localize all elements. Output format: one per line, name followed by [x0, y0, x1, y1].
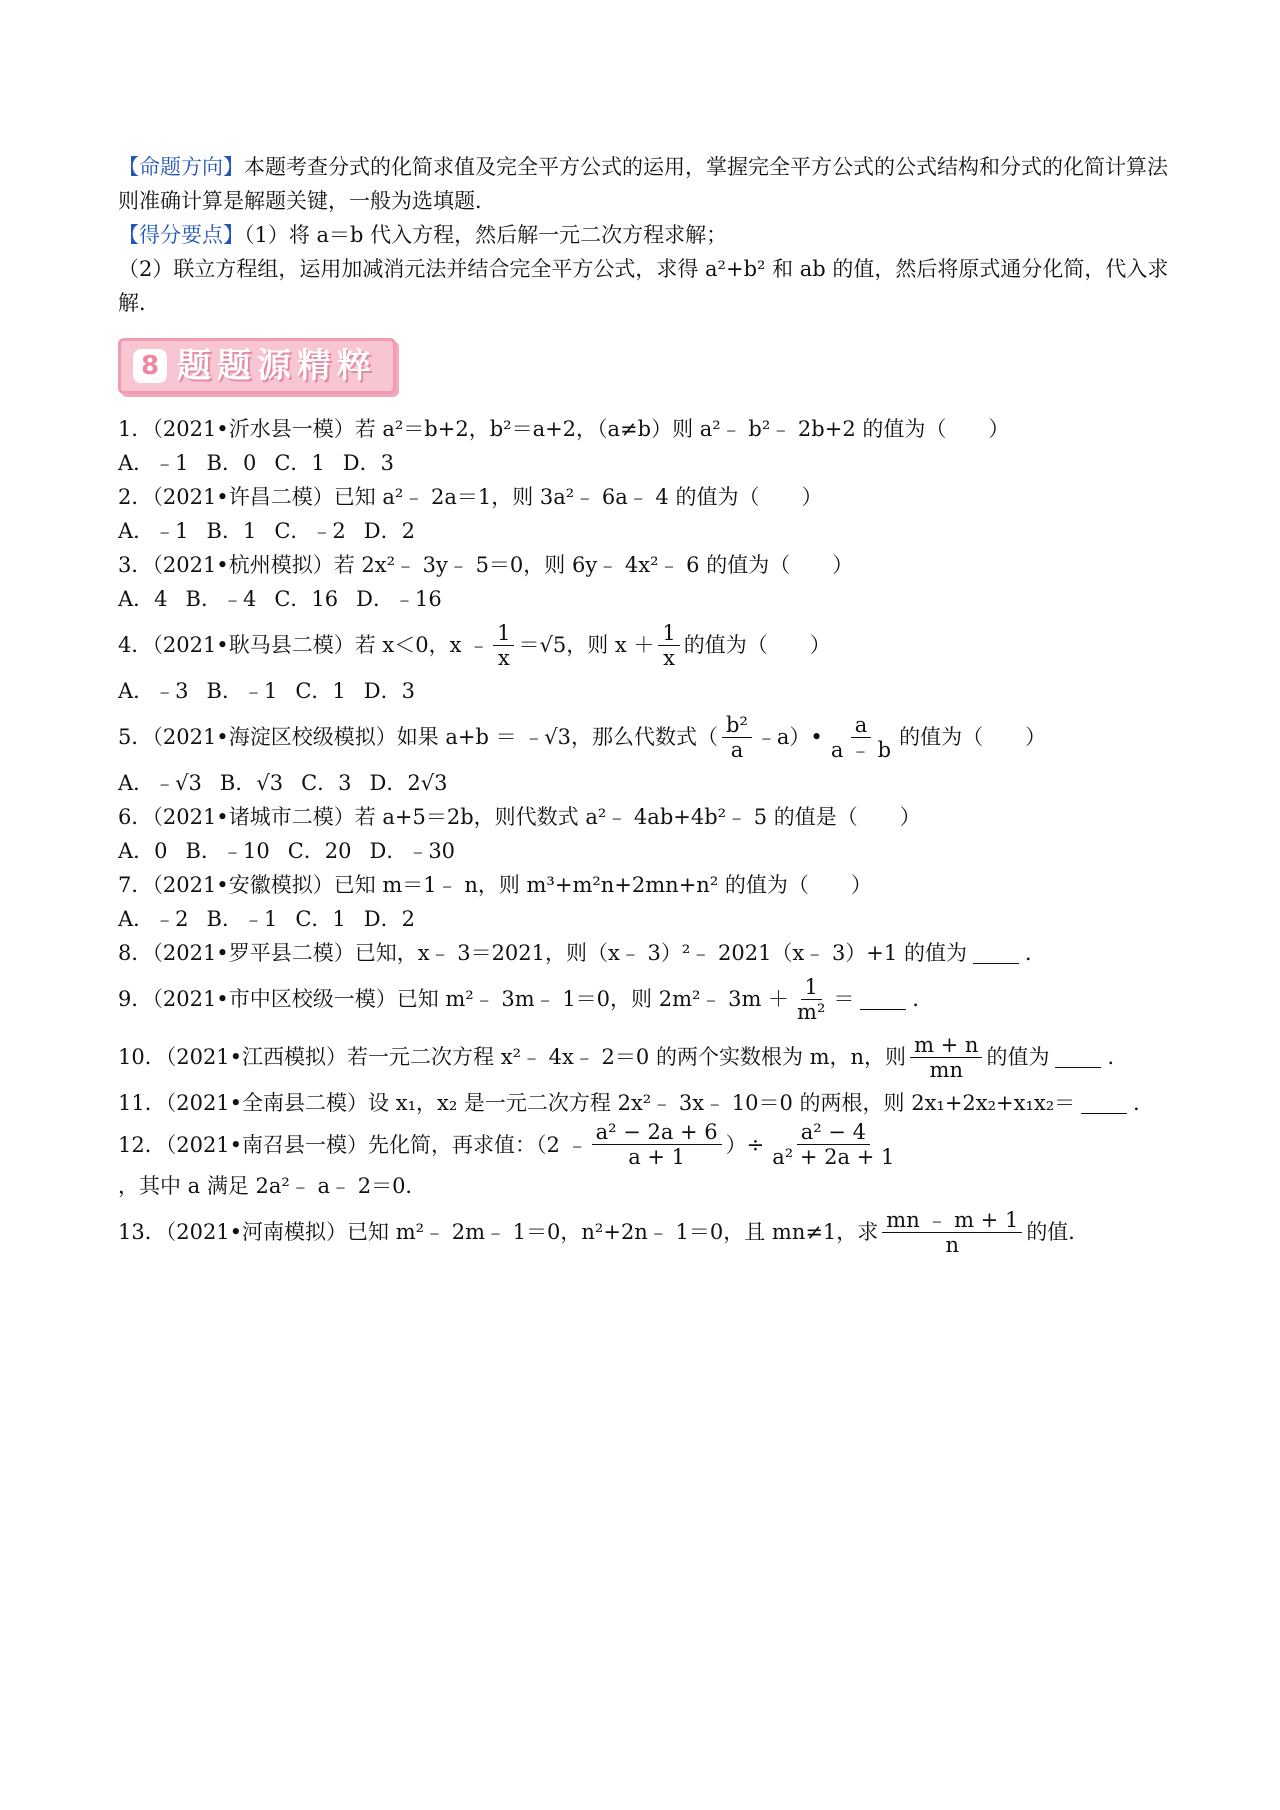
option-a: A．4 — [118, 587, 168, 611]
question-10-stem-c: 的值为 — [986, 1045, 1050, 1069]
fraction — [827, 713, 895, 762]
option-d: D．2√3 — [369, 771, 448, 795]
question-12 — [118, 1120, 1178, 1203]
option-b: B．﹣1 — [206, 679, 278, 703]
question-13-stem-a: 13．（2021•河南模拟）已知 m²﹣ 2m﹣ 1＝0，n²+2n﹣ 1＝0，且 mn≠1，求 — [118, 1220, 879, 1244]
question-1: 1．（2021•沂水县一模）若 a²＝b+2，b²＝a+2，（a≠b）则 a²﹣ b²﹣ 2b+2 的值为（ ） — [118, 417, 1010, 441]
question-1-options — [118, 446, 1178, 480]
question-4-stem-b: ＝√5，则 x ＋ — [518, 633, 655, 657]
fraction-numerator: 1 — [493, 621, 514, 646]
banner-badge-icon: 8 — [133, 349, 167, 383]
option-a: A．﹣1 — [118, 519, 189, 543]
question-4-options — [118, 674, 1178, 708]
option-a: A．﹣√3 — [118, 771, 202, 795]
question-9-stem-a: 9．（2021•市中区校级一模）已知 m²﹣ 3m﹣ 1＝0，则 2m²﹣ 3m ＋ — [118, 987, 790, 1011]
option-c: C．﹣2 — [274, 519, 346, 543]
fraction-denominator: mn — [929, 1057, 963, 1082]
fraction-numerator: 1 — [658, 621, 679, 646]
question-11-stem: 11．（2021•全南县二模）设 x₁，x₂ 是一元二次方程 2x²﹣ 3x﹣ 10＝0 的两根，则 2x₁+2x₂+x₁x₂＝ — [118, 1091, 1076, 1115]
option-c: C．20 — [287, 839, 352, 863]
option-c: C．16 — [274, 587, 339, 611]
option-a: A．﹣2 — [118, 907, 189, 931]
answer-blank[interactable] — [1055, 1047, 1101, 1068]
fraction-numerator: mn ﹣ m + 1 — [882, 1208, 1022, 1233]
option-b: B．﹣10 — [185, 839, 270, 863]
option-c: C．1 — [295, 679, 346, 703]
fraction-denominator: n — [945, 1232, 960, 1257]
question-9-stem-c: ＝ — [833, 987, 855, 1011]
fraction — [768, 1120, 898, 1169]
question-5-stem-a: 5．（2021•海淀区校级模拟）如果 a+b ＝ ﹣√3，那么代数式（ — [118, 725, 719, 749]
points-text-1: （1）将 a＝b 代入方程，然后解一元二次方程求解； — [244, 223, 728, 247]
option-d: D．3 — [363, 679, 415, 703]
period: ． — [912, 987, 934, 1011]
fraction-numerator: a² − 4 — [797, 1120, 870, 1145]
fraction-denominator: a² + 2a + 1 — [772, 1145, 895, 1169]
option-a: A．﹣3 — [118, 679, 189, 703]
question-2-options — [118, 514, 1178, 548]
option-b: B．0 — [206, 451, 257, 475]
fraction — [658, 621, 679, 670]
fraction-denominator: a — [730, 737, 744, 762]
fraction-denominator: a ﹣ b — [830, 737, 892, 762]
section-banner — [118, 338, 396, 394]
option-a: A．﹣1 — [118, 451, 189, 475]
question-6-options — [118, 834, 1178, 868]
direction-text: 本题考查分式的化简求值及完全平方公式的运用，掌握完全平方公式的公式结构和分式的化简计算法则准确计算是解题关键，一般为选填题． — [118, 155, 1168, 213]
direction-paragraph — [118, 150, 1178, 218]
points-paragraph-1 — [118, 218, 1178, 252]
question-13-stem-c: 的值． — [1026, 1220, 1090, 1244]
option-d: D．2 — [363, 519, 415, 543]
fraction — [910, 1033, 982, 1082]
question-3-options — [118, 582, 1178, 616]
period: ． — [1107, 1045, 1129, 1069]
question-12-stem-b: ）÷ — [725, 1132, 765, 1157]
fraction — [793, 975, 829, 1024]
question-3: 3．（2021•杭州模拟）若 2x²﹣ 3y﹣ 5＝0，则 6y﹣ 4x²﹣ 6 的值为（ ） — [118, 553, 854, 577]
question-11 — [118, 1086, 1178, 1120]
period: ． — [1133, 1091, 1155, 1115]
question-4-stem-a: 4．（2021•耿马县二模）若 x＜0，x ﹣ — [118, 633, 490, 657]
question-7: 7．（2021•安徽模拟）已知 m＝1﹣ n，则 m³+m²n+2mn+n² 的值为（ ） — [118, 873, 872, 897]
option-d: D．2 — [363, 907, 415, 931]
answer-blank[interactable] — [1081, 1093, 1127, 1114]
fraction — [722, 713, 752, 762]
answer-blank[interactable] — [860, 989, 906, 1010]
fraction-numerator: 1 — [801, 975, 822, 1000]
question-8-stem: 8．（2021•罗平县二模）已知，x﹣ 3＝2021，则（x﹣ 3）²﹣ 2021（x﹣ 3）+1 的值为 — [118, 941, 967, 965]
fraction — [592, 1120, 722, 1169]
question-5-stem-b: ﹣a）• — [755, 725, 823, 749]
question-7-options — [118, 902, 1178, 936]
question-5-options — [118, 766, 1178, 800]
question-2: 2．（2021•许昌二模）已知 a²﹣ 2a＝1，则 3a²﹣ 6a﹣ 4 的值为（ ） — [118, 485, 823, 509]
document-page — [118, 150, 1178, 1261]
fraction-denominator: x — [497, 645, 510, 670]
question-9 — [118, 970, 1178, 1028]
points-label: 【得分要点】 — [118, 223, 244, 247]
fraction-numerator: b² — [722, 713, 752, 738]
period: ． — [1024, 941, 1046, 965]
question-13 — [118, 1203, 1178, 1261]
fraction-denominator: a + 1 — [628, 1145, 686, 1169]
answer-blank[interactable] — [973, 943, 1019, 964]
banner-title: 题题源精粹 — [177, 346, 377, 386]
question-5-stem-c: 的值为（ ） — [899, 725, 1047, 749]
option-b: B．√3 — [219, 771, 284, 795]
question-6: 6．（2021•诸城市二模）若 a+5＝2b，则代数式 a²﹣ 4ab+4b²﹣ 5 的值是（ ） — [118, 805, 921, 829]
option-b: B．﹣1 — [206, 907, 278, 931]
direction-label: 【命题方向】 — [118, 155, 244, 179]
option-d: D．﹣30 — [369, 839, 456, 863]
question-8 — [118, 936, 1178, 970]
option-c: C．1 — [274, 451, 325, 475]
question-5 — [118, 708, 1178, 766]
question-10 — [118, 1028, 1178, 1086]
question-10-stem-a: 10．（2021•江西模拟）若一元二次方程 x²﹣ 4x﹣ 2＝0 的两个实数根为 m，n，则 — [118, 1045, 907, 1069]
fraction-denominator: x — [663, 645, 676, 670]
points-paragraph-2: （2）联立方程组，运用加减消元法并结合完全平方公式，求得 a²+b² 和 ab 的值，然后将原式通分化简，代入求解． — [118, 257, 1169, 315]
question-4 — [118, 616, 1178, 674]
option-a: A．0 — [118, 839, 168, 863]
question-12-stem-a: 12．（2021•南召县一模）先化简，再求值：（2 ﹣ — [118, 1132, 588, 1157]
fraction-numerator: a — [851, 713, 872, 738]
fraction-numerator: m + n — [910, 1033, 982, 1058]
question-12-stem-c: ，其中 a 满足 2a²﹣ a﹣ 2＝0． — [118, 1174, 427, 1198]
question-4-stem-c: 的值为（ ） — [683, 633, 831, 657]
option-c: C．1 — [295, 907, 346, 931]
fraction-numerator: a² − 2a + 6 — [592, 1120, 722, 1145]
option-d: D．﹣16 — [356, 587, 442, 611]
fraction — [493, 621, 514, 670]
option-b: B．1 — [206, 519, 257, 543]
option-c: C．3 — [301, 771, 352, 795]
fraction-denominator: m² — [797, 999, 826, 1024]
option-b: B．﹣4 — [185, 587, 257, 611]
fraction — [882, 1208, 1022, 1257]
option-d: D．3 — [342, 451, 394, 475]
